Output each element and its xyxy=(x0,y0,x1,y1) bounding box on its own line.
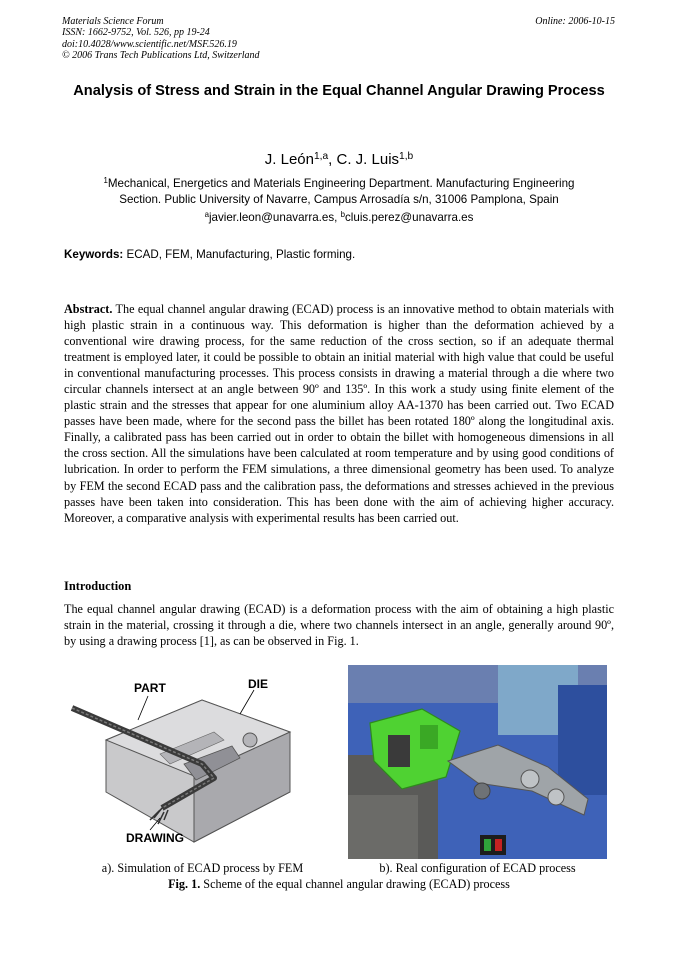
emails xyxy=(64,211,614,224)
affiliation-sup: 1 xyxy=(103,176,108,186)
author-2-sup: 1,b xyxy=(399,150,414,162)
label-die: DIE xyxy=(248,677,269,691)
paper-title: Analysis of Stress and Strain in the Equal Channel Angular Drawing Process xyxy=(73,83,605,99)
affiliation-line-2: Section. Public University of Navarre, Campus Arrosadía s/n, 31006 Pamplona, Spain xyxy=(119,192,559,206)
author-1: J. León xyxy=(264,151,314,168)
email-b-sup: b xyxy=(340,210,345,220)
figure-caption-text: Scheme of the equal channel angular drawing (ECAD) process xyxy=(200,877,510,891)
copyright: © 2006 Trans Tech Publications Ltd, Switzerland xyxy=(62,49,260,61)
keywords-label: Keywords: xyxy=(64,248,124,261)
affiliation-line-1: Mechanical, Energetics and Materials Engineering Department. Manufacturing Engineering xyxy=(107,177,575,190)
figure-caption-label: Fig. 1. xyxy=(168,877,201,891)
authors xyxy=(64,151,614,168)
caption-b: b). Real configuration of ECAD process xyxy=(379,861,576,875)
fem-simulation-figure xyxy=(64,668,328,848)
figure-caption xyxy=(64,877,614,892)
issn: ISSN: 1662-9752, Vol. 526, pp 19-24 xyxy=(62,27,210,39)
affiliation xyxy=(64,176,614,207)
introduction-heading: Introduction xyxy=(64,579,132,593)
keywords xyxy=(64,248,355,261)
doi: doi:10.4028/www.scientific.net/MSF.526.19 xyxy=(62,38,237,50)
author-separator: , xyxy=(328,151,337,168)
author-2: C. J. Luis xyxy=(336,151,400,168)
email-a[interactable]: javier.leon@unavarra.es, xyxy=(208,211,341,224)
online-date: Online: 2006-10-15 xyxy=(535,16,615,27)
abstract xyxy=(64,301,614,526)
ecad-photo xyxy=(348,665,607,859)
journal-name: Materials Science Forum xyxy=(62,16,164,27)
abstract-text: The equal channel angular drawing (ECAD) process is an innovative method to obtain materials with high plastic strain in a continuous way. This deformation is higher than the deformation achieved by a conventional wire drawing process, for the same reduction of the cross section, so if an adequate thermal treatment is employed later, it could be possible to obtain an initial material with high value that could be useful in conventional manufacturing processes. This process consists in drawing a material through a die where two circular channels intersect at an angle between 90º and 135º. In this work a study using finite element of the plastic strain and the stresses that appear for one aluminium alloy AA-1370 has been carried out. Two ECAD passes have been made, where for the second pass the billet has been rotated 180º along the longitudinal axis. Finally, a calibrated pass has been carried out in order to obtain the billet with homogeneous dimensions in all the cross section. All the simulations have been calculated at room temperature and by using good conditions of lubrication. In order to perform the FEM simulations, a three dimensional geometry has been used. To analyze by FEM the second ECAD pass and the calibration pass, the deformations and stresses achieved in the previous passes have been taken into consideration. This has been done with the aim of achieving higher accuracy. Moreover, a comparative analysis with experimental results has been carried out. xyxy=(64,302,614,525)
label-part: PART xyxy=(134,681,166,695)
keywords-text: ECAD, FEM, Manufacturing, Plastic forming. xyxy=(123,248,356,261)
abstract-label: Abstract. xyxy=(64,302,113,316)
introduction-text: The equal channel angular drawing (ECAD) is a deformation process with the aim of obtaining a high plastic strain in the material, crossing it through a die, where two channels intersect in an angle, generally around 90º, by using a drawing process [1], as can be observed in Fig. 1. xyxy=(64,602,614,649)
caption-a: a). Simulation of ECAD process by FEM xyxy=(101,861,304,875)
label-drawing: DRAWING xyxy=(126,831,184,845)
email-b[interactable]: cluis.perez@unavarra.es xyxy=(345,211,474,224)
journal-header xyxy=(62,16,260,61)
author-1-sup: 1,a xyxy=(314,150,329,162)
email-a-sup: a xyxy=(204,210,209,220)
